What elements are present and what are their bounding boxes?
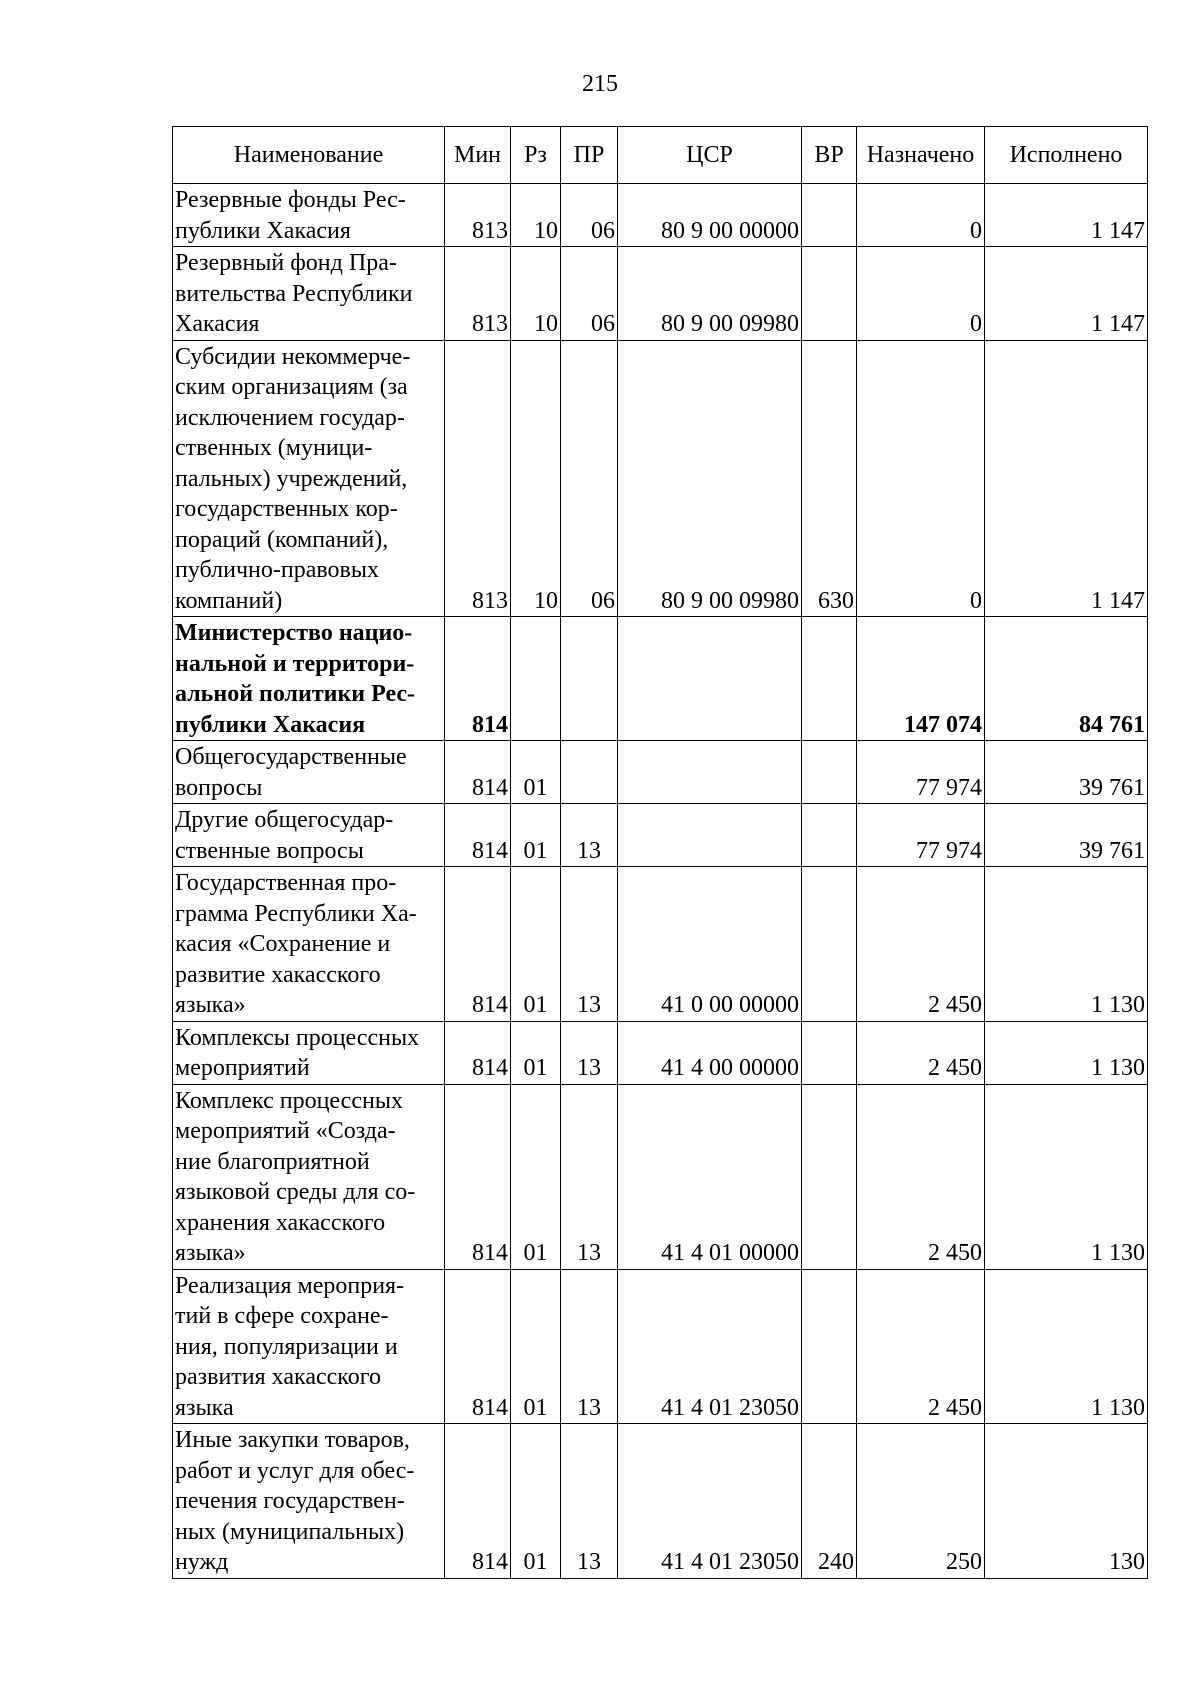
cell-vr xyxy=(802,741,857,804)
cell-vr xyxy=(802,804,857,867)
header-csr: ЦСР xyxy=(618,127,802,184)
cell-vr xyxy=(802,867,857,1022)
cell-vr xyxy=(802,617,857,741)
cell-executed: 1 147 xyxy=(985,247,1148,341)
cell-name: Министерство нацио- нальной и территори- альной политики Рес- публики Хакасия xyxy=(173,617,445,741)
cell-assigned: 0 xyxy=(857,247,985,341)
cell-min: 814 xyxy=(445,1021,511,1084)
header-vr: ВР xyxy=(802,127,857,184)
cell-pr: 06 xyxy=(561,184,618,247)
cell-executed: 1 147 xyxy=(985,184,1148,247)
cell-csr: 41 0 00 00000 xyxy=(618,867,802,1022)
table-row xyxy=(173,867,1148,1022)
cell-rz: 01 xyxy=(511,804,561,867)
cell-name: Субсидии некоммерче- ским организациям (за исключением государ- ственных (муници- пальных) учреждений, государственных кор- пораций (компаний), публично-правовых компаний) xyxy=(173,340,445,617)
cell-csr: 41 4 01 23050 xyxy=(618,1269,802,1424)
cell-pr: 13 xyxy=(561,1424,618,1579)
table-row xyxy=(173,184,1148,247)
cell-csr xyxy=(618,617,802,741)
cell-name: Общегосударственные вопросы xyxy=(173,741,445,804)
cell-rz: 10 xyxy=(511,247,561,341)
cell-assigned: 2 450 xyxy=(857,867,985,1022)
cell-csr: 80 9 00 09980 xyxy=(618,340,802,617)
cell-assigned: 147 074 xyxy=(857,617,985,741)
cell-name: Государственная про- грамма Республики Ха- касия «Сохранение и развитие хакасского языка» xyxy=(173,867,445,1022)
cell-executed: 1 147 xyxy=(985,340,1148,617)
cell-min: 814 xyxy=(445,741,511,804)
cell-rz: 01 xyxy=(511,1424,561,1579)
cell-executed: 1 130 xyxy=(985,867,1148,1022)
cell-csr: 80 9 00 00000 xyxy=(618,184,802,247)
cell-pr: 13 xyxy=(561,804,618,867)
cell-min: 814 xyxy=(445,1269,511,1424)
table-row xyxy=(173,1269,1148,1424)
cell-pr: 13 xyxy=(561,867,618,1022)
table-row xyxy=(173,804,1148,867)
header-assigned: Назначено xyxy=(857,127,985,184)
cell-assigned: 2 450 xyxy=(857,1021,985,1084)
table-header xyxy=(173,127,1148,184)
table-row xyxy=(173,1424,1148,1579)
cell-name: Резервные фонды Рес- публики Хакасия xyxy=(173,184,445,247)
cell-min: 813 xyxy=(445,340,511,617)
cell-pr: 06 xyxy=(561,247,618,341)
cell-assigned: 2 450 xyxy=(857,1084,985,1269)
cell-vr xyxy=(802,1021,857,1084)
page-number: 215 xyxy=(582,71,618,97)
cell-name: Иные закупки товаров, работ и услуг для обес- печения государствен- ных (муниципальных) нужд xyxy=(173,1424,445,1579)
cell-vr xyxy=(802,1084,857,1269)
cell-executed: 1 130 xyxy=(985,1084,1148,1269)
header-pr: ПР xyxy=(561,127,618,184)
cell-rz xyxy=(511,617,561,741)
cell-pr xyxy=(561,617,618,741)
cell-name: Реализация мероприя- тий в сфере сохране- ния, популяризации и развития хакасского языка xyxy=(173,1269,445,1424)
table-row xyxy=(173,340,1148,617)
cell-rz: 10 xyxy=(511,184,561,247)
table-row-ministry xyxy=(173,617,1148,741)
cell-vr xyxy=(802,247,857,341)
cell-rz: 01 xyxy=(511,1084,561,1269)
budget-table xyxy=(172,126,1148,1579)
cell-pr: 13 xyxy=(561,1084,618,1269)
cell-csr: 41 4 01 00000 xyxy=(618,1084,802,1269)
header-row xyxy=(173,127,1148,184)
cell-name: Комплексы процессных мероприятий xyxy=(173,1021,445,1084)
cell-csr: 41 4 01 23050 xyxy=(618,1424,802,1579)
cell-min: 814 xyxy=(445,1084,511,1269)
cell-csr xyxy=(618,804,802,867)
cell-vr xyxy=(802,184,857,247)
cell-rz: 01 xyxy=(511,1021,561,1084)
table-row xyxy=(173,1084,1148,1269)
cell-vr: 630 xyxy=(802,340,857,617)
cell-assigned: 250 xyxy=(857,1424,985,1579)
cell-min: 813 xyxy=(445,184,511,247)
cell-rz: 01 xyxy=(511,1269,561,1424)
cell-csr: 41 4 00 00000 xyxy=(618,1021,802,1084)
cell-min: 813 xyxy=(445,247,511,341)
cell-min: 814 xyxy=(445,1424,511,1579)
cell-assigned: 77 974 xyxy=(857,804,985,867)
table-body xyxy=(173,184,1148,1579)
header-min: Мин xyxy=(445,127,511,184)
cell-assigned: 0 xyxy=(857,184,985,247)
cell-executed: 130 xyxy=(985,1424,1148,1579)
header-executed: Исполнено xyxy=(985,127,1148,184)
table-row xyxy=(173,247,1148,341)
cell-executed: 39 761 xyxy=(985,804,1148,867)
cell-csr: 80 9 00 09980 xyxy=(618,247,802,341)
cell-csr xyxy=(618,741,802,804)
header-rz: Рз xyxy=(511,127,561,184)
table-row xyxy=(173,1021,1148,1084)
table-row xyxy=(173,741,1148,804)
cell-name: Резервный фонд Пра- вительства Республики Хакасия xyxy=(173,247,445,341)
cell-vr: 240 xyxy=(802,1424,857,1579)
cell-pr: 13 xyxy=(561,1021,618,1084)
cell-rz: 01 xyxy=(511,741,561,804)
cell-rz: 10 xyxy=(511,340,561,617)
header-name: Наименование xyxy=(173,127,445,184)
cell-assigned: 2 450 xyxy=(857,1269,985,1424)
cell-executed: 39 761 xyxy=(985,741,1148,804)
cell-pr xyxy=(561,741,618,804)
cell-pr: 06 xyxy=(561,340,618,617)
cell-min: 814 xyxy=(445,804,511,867)
cell-assigned: 77 974 xyxy=(857,741,985,804)
cell-executed: 1 130 xyxy=(985,1269,1148,1424)
cell-name: Другие общегосудар- ственные вопросы xyxy=(173,804,445,867)
cell-min: 814 xyxy=(445,617,511,741)
cell-name: Комплекс процессных мероприятий «Созда- ние благоприятной языковой среды для со- хранения хакасского языка» xyxy=(173,1084,445,1269)
cell-min: 814 xyxy=(445,867,511,1022)
cell-assigned: 0 xyxy=(857,340,985,617)
cell-executed: 1 130 xyxy=(985,1021,1148,1084)
cell-rz: 01 xyxy=(511,867,561,1022)
cell-pr: 13 xyxy=(561,1269,618,1424)
cell-vr xyxy=(802,1269,857,1424)
cell-executed: 84 761 xyxy=(985,617,1148,741)
